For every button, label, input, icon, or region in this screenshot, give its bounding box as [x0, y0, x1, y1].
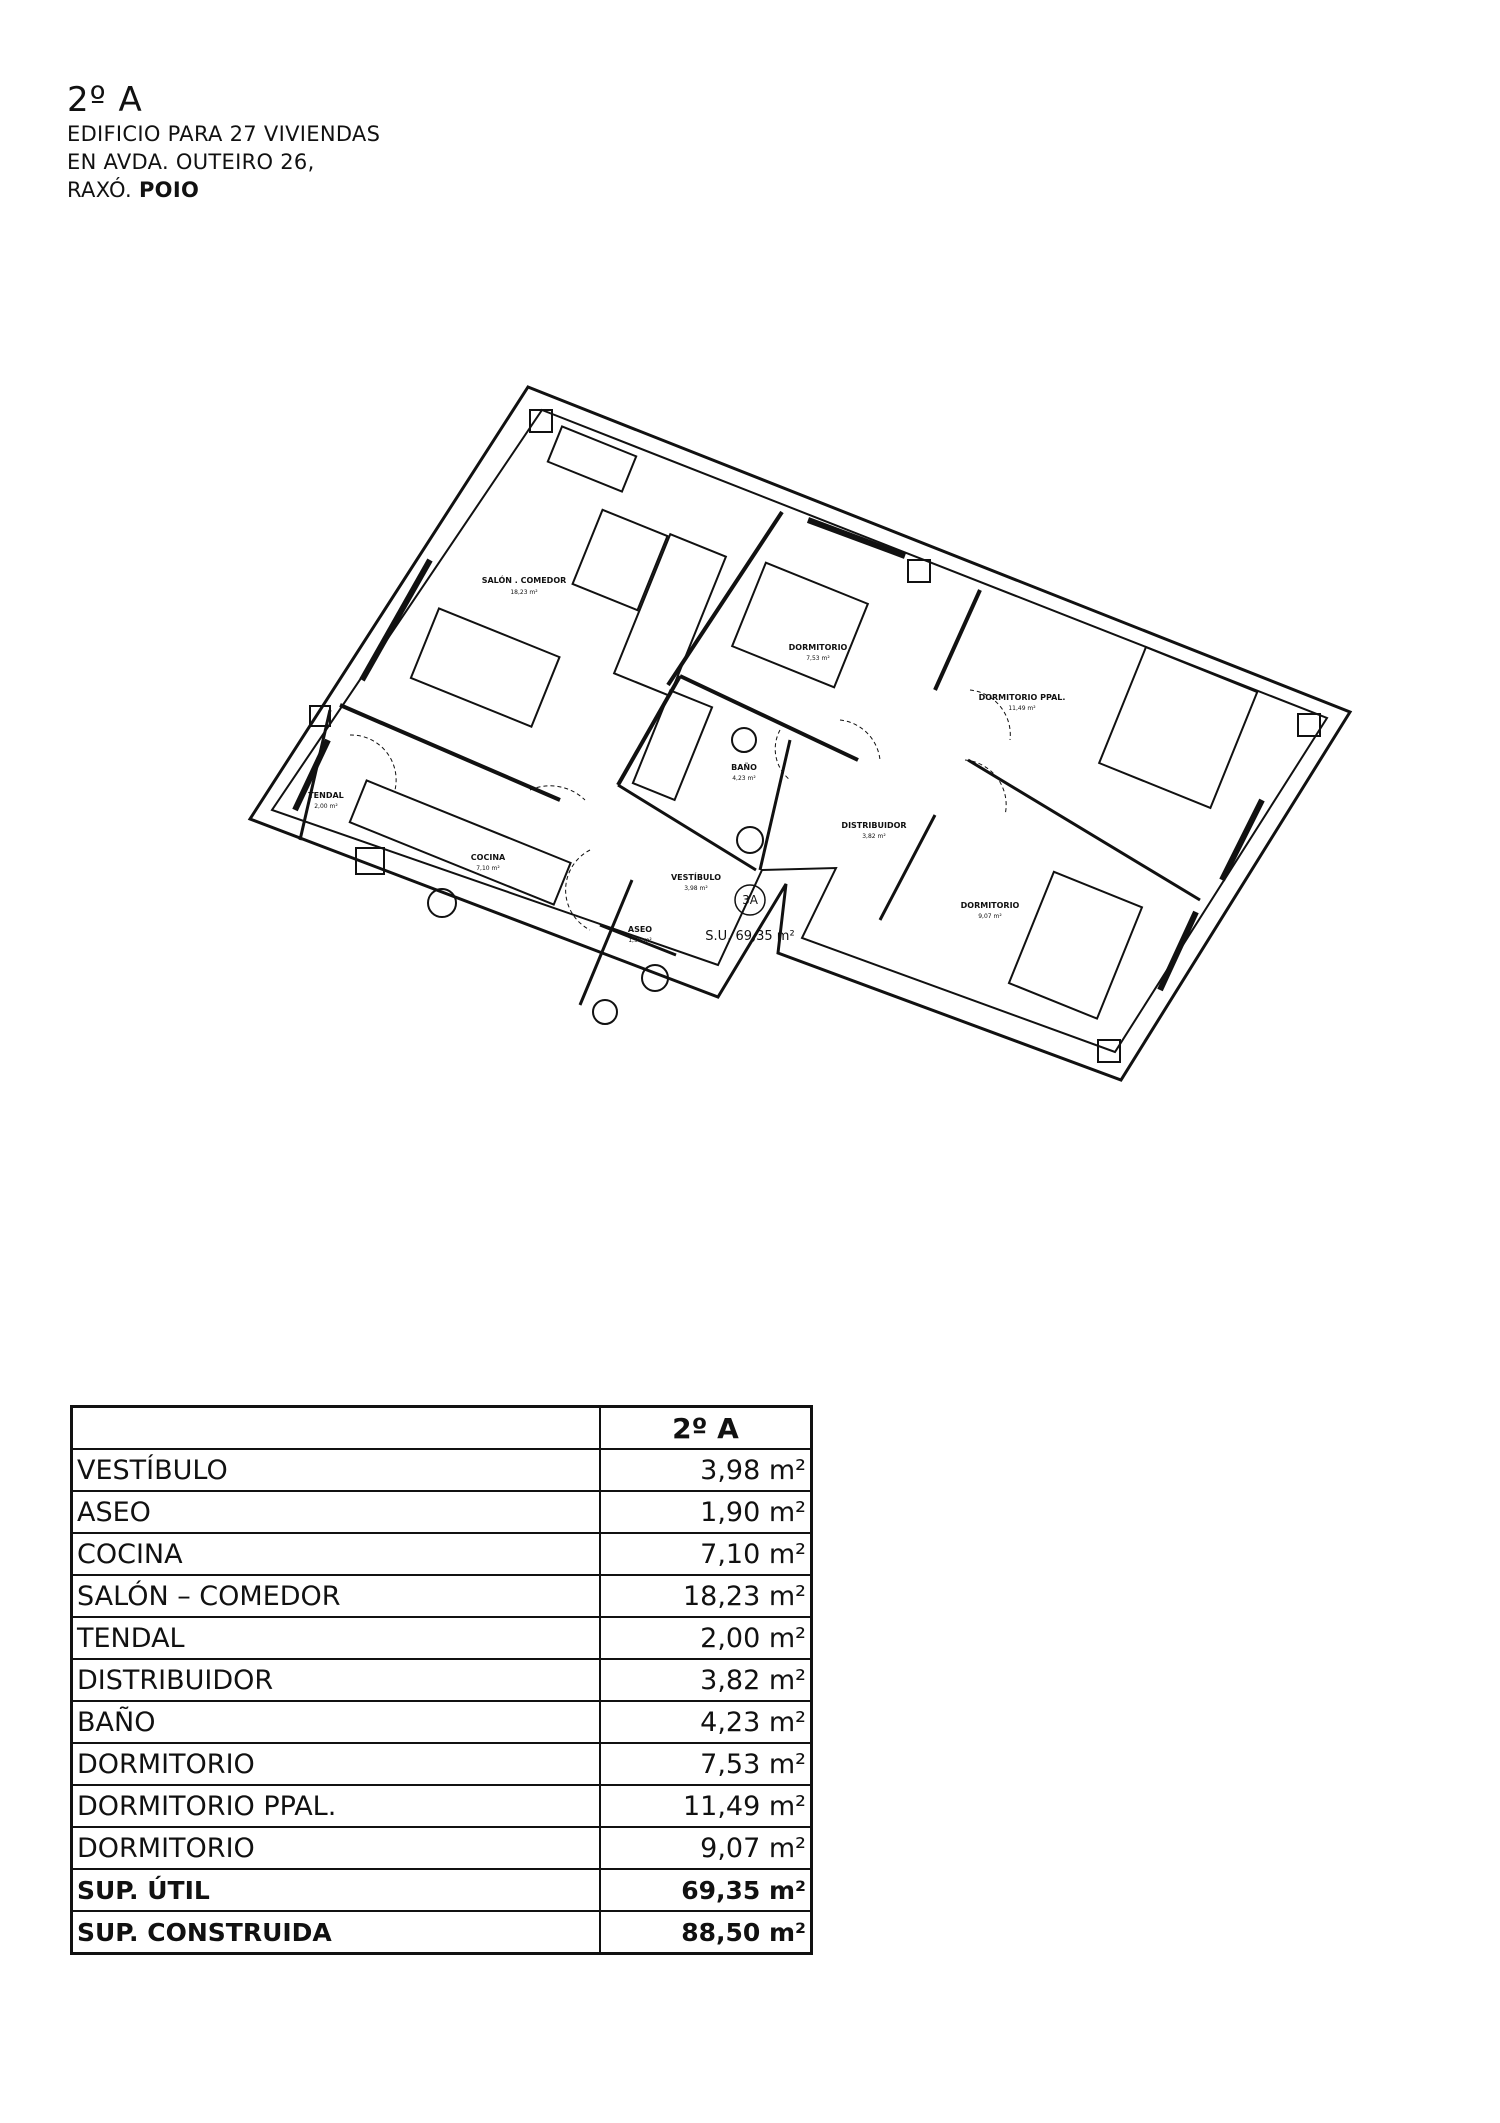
table-row [72, 1533, 812, 1575]
wall-distribuidor [760, 740, 790, 870]
wc-bano [732, 728, 756, 752]
unit-tag: 3A [742, 893, 758, 907]
total-label: SUP. CONSTRUIDA [72, 1911, 601, 1954]
window-2 [808, 520, 905, 556]
room-area-cocina: 7,10 m² [476, 865, 500, 872]
room-area-aseo: 1,90 m² [628, 937, 652, 944]
room-label-vestibulo: VESTÍBULO [670, 873, 722, 882]
wall-cocina-vestibulo [580, 880, 632, 1005]
wall-dormitorio3 [968, 760, 1200, 900]
room-name: DORMITORIO [72, 1743, 601, 1785]
bed-3 [1009, 872, 1142, 1019]
table-row [72, 1659, 812, 1701]
window-1 [362, 560, 430, 680]
room-name: COCINA [72, 1533, 601, 1575]
address-line-1: EDIFICIO PARA 27 VIVIENDAS [67, 122, 381, 146]
dining-table [411, 608, 560, 726]
address-town: RAXÓ. [67, 178, 139, 202]
room-name: SALÓN – COMEDOR [72, 1575, 601, 1617]
room-label-dormitorio-1: DORMITORIO [788, 643, 848, 652]
table-header-unit: 2º A [600, 1407, 812, 1450]
room-area-salon: 18,23 m² [510, 589, 538, 596]
bed-1 [732, 563, 868, 688]
wc-aseo [593, 1000, 617, 1024]
room-area: 3,98 m² [600, 1449, 812, 1491]
address-line-2: EN AVDA. OUTEIRO 26, [67, 150, 315, 174]
room-name: DISTRIBUIDOR [72, 1659, 601, 1701]
room-area: 2,00 m² [600, 1617, 812, 1659]
table-header-row [72, 1407, 812, 1450]
window-3 [1222, 800, 1262, 880]
room-area-dormitorio-1: 7,53 m² [806, 655, 830, 662]
total-row-construida [72, 1911, 812, 1954]
room-area: 18,23 m² [600, 1575, 812, 1617]
room-area: 4,23 m² [600, 1701, 812, 1743]
table-header-blank [72, 1407, 601, 1450]
room-area: 11,49 m² [600, 1785, 812, 1827]
room-label-cocina: COCINA [470, 853, 506, 862]
coffee-table [573, 510, 668, 610]
total-value: 69,35 m² [600, 1869, 812, 1911]
total-value: 88,50 m² [600, 1911, 812, 1954]
room-area-distribuidor: 3,82 m² [862, 833, 886, 840]
room-label-dormitorio-3: DORMITORIO [960, 901, 1020, 910]
room-name: ASEO [72, 1491, 601, 1533]
room-label-distribuidor: DISTRIBUIDOR [841, 821, 907, 830]
room-area: 3,82 m² [600, 1659, 812, 1701]
room-area: 9,07 m² [600, 1827, 812, 1869]
room-area: 7,10 m² [600, 1533, 812, 1575]
wall-tendal [300, 710, 330, 840]
room-area-tendal: 2,00 m² [314, 803, 338, 810]
room-area: 1,90 m² [600, 1491, 812, 1533]
su-label: S.U. 69,35 m² [705, 929, 795, 944]
kitchen-counter [350, 780, 571, 904]
unit-title: 2º A [67, 80, 143, 120]
area-table [70, 1405, 813, 1955]
column-2 [908, 560, 930, 582]
room-name: DORMITORIO PPAL. [72, 1785, 601, 1827]
wall-dormitorio3-left [880, 815, 935, 920]
window-4 [1160, 912, 1196, 990]
bathtub [633, 690, 712, 800]
table-row [72, 1575, 812, 1617]
table-row [72, 1701, 812, 1743]
total-label: SUP. ÚTIL [72, 1869, 601, 1911]
door-swing-dorm3 [965, 760, 1006, 815]
room-label-dormitorio-ppal: DORMITORIO PPAL. [978, 693, 1066, 702]
wall-dormitorio-ppal [935, 590, 980, 690]
room-label-aseo: ASEO [627, 925, 653, 934]
door-swing-tendal [350, 735, 396, 790]
table-row [72, 1743, 812, 1785]
room-name: BAÑO [72, 1701, 601, 1743]
sofa [614, 534, 726, 696]
table-row [72, 1785, 812, 1827]
room-name: VESTÍBULO [72, 1449, 601, 1491]
room-label-bano: BAÑO [731, 763, 757, 772]
plan-walls [250, 387, 1350, 1080]
room-area-dormitorio-3: 9,07 m² [978, 913, 1002, 920]
basin-bano [737, 827, 763, 853]
room-name: TENDAL [72, 1617, 601, 1659]
room-area-vestibulo: 3,98 m² [684, 885, 708, 892]
wall-salon-cocina [340, 705, 560, 800]
room-area-bano: 4,23 m² [732, 775, 756, 782]
wall-bano-bottom [618, 785, 756, 870]
table-row [72, 1449, 812, 1491]
table-row [72, 1491, 812, 1533]
table-row [72, 1827, 812, 1869]
room-area: 7,53 m² [600, 1743, 812, 1785]
room-labels [308, 574, 1065, 944]
address-municipality: POIO [138, 178, 200, 202]
room-name: DORMITORIO [72, 1827, 601, 1869]
bed-ppal [1099, 647, 1257, 808]
room-label-tendal: TENDAL [308, 791, 344, 800]
table-row [72, 1617, 812, 1659]
total-row-util [72, 1869, 812, 1911]
room-label-salon: SALÓN . COMEDOR [481, 576, 567, 585]
sideboard [548, 426, 636, 491]
room-area-dormitorio-ppal: 11,49 m² [1008, 705, 1036, 712]
